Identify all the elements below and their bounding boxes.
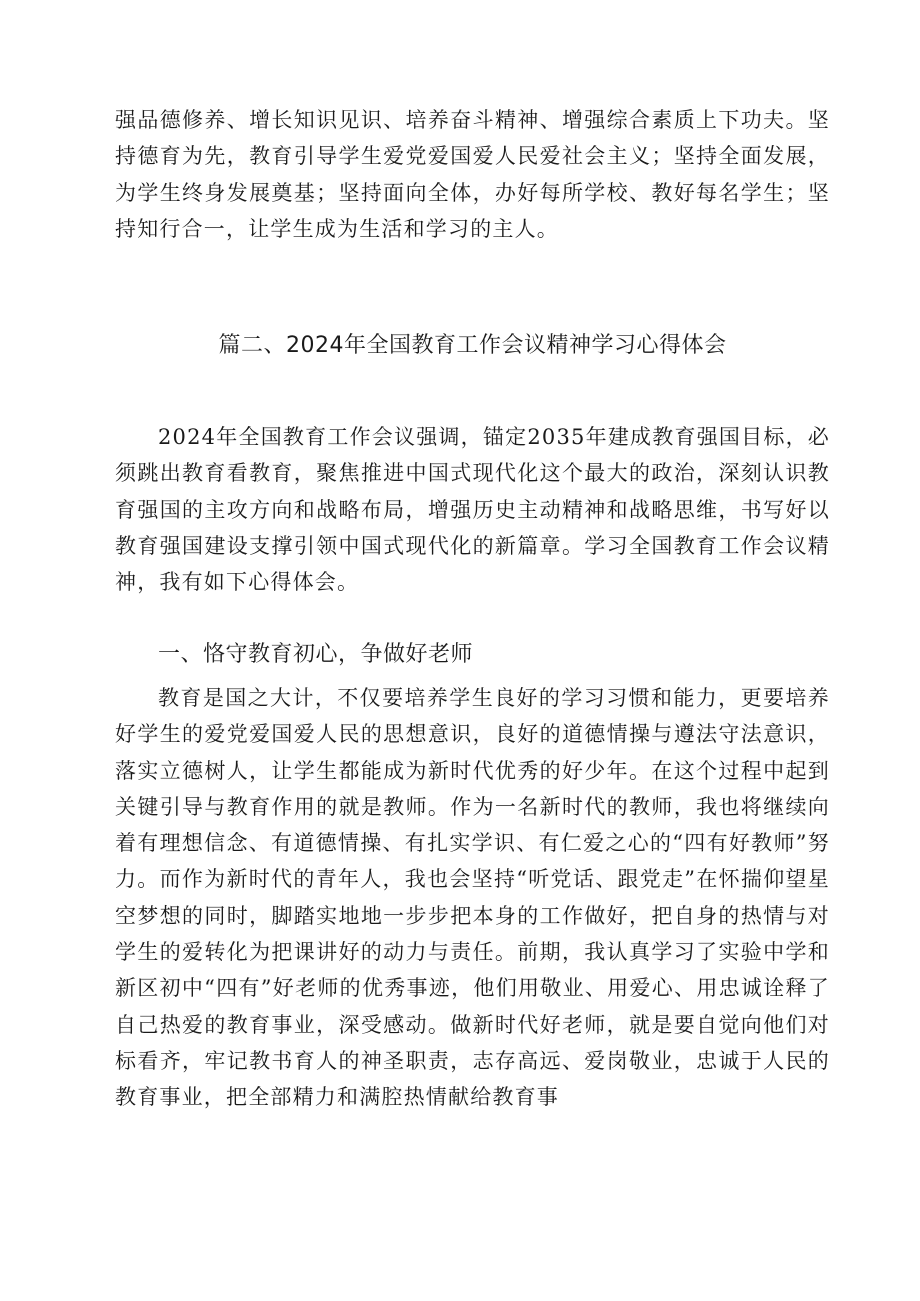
section-title: 篇二、2024年全国教育工作会议精神学习心得体会 [218,333,727,358]
subheading: 一、恪守教育初心，争做好老师 [158,642,474,667]
paragraph-body: 教育是国之大计，不仅要培养学生良好的学习习惯和能力，更要培养好学生的爱党爱国爱人民的思想意识，良好的道德情操与遵法守法意识，落实立德树人，让学生都能成为新时代优秀的好少年。在这个过程中起到关键引导与教育作用的就是教师。作为一名新时代的教师，我也将继续向着有理想信念、有道德情操、有扎实学识、有仁爱之心的“四有好教师”努力。而作为新时代的青年人，我也会坚持“听党话、跟党走”在怀揣仰望星空梦想的同时，脚踏实地地一步步把本身的工作做好，把自身的热情与对学生的爱转化为把课讲好的动力与责任。前期，我认真学习了实验中学和新区初中“四有”好老师的优秀事迹，他们用敬业、用爱心、用忠诚诠释了自己热爱的教育事业，深受感动。做新时代好老师，就是要自觉向他们对标看齐，牢记教书育人的神圣职责，志存高远、爱岗敬业，忠诚于人民的教育事业，把全部精力和满腔热情献给教育事 [115,686,830,1110]
paragraph-top: 强品德修养、增长知识见识、培养奋斗精神、增强综合素质上下功夫。坚持德育为先，教育引导学生爱党爱国爱人民爱社会主义；坚持全面发展，为学生终身发展奠基；坚持面向全体，办好每所学校、教好每名学生；坚持知行合一，让学生成为生活和学习的主人。 [115,108,830,241]
paragraph-intro: 2024年全国教育工作会议强调，锚定2035年建成教育强国目标，必须跳出教育看教育，聚焦推进中国式现代化这个最大的政治，深刻认识教育强国的主攻方向和战略布局，增强历史主动精神和战略思维，书写好以教育强国建设支撑引领中国式现代化的新篇章。学习全国教育工作会议精神，我有如下心得体会。 [115,425,830,595]
